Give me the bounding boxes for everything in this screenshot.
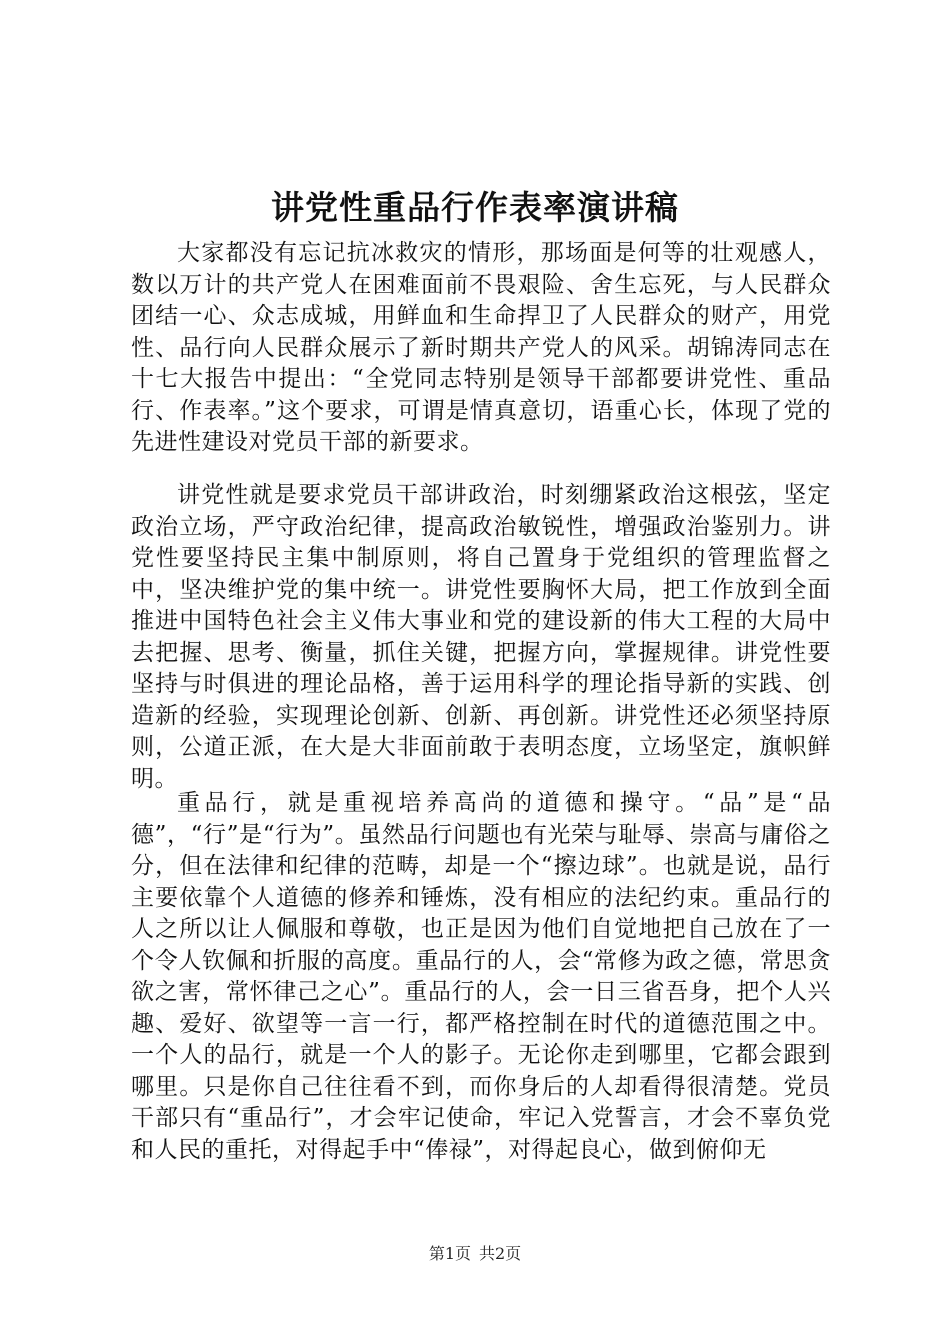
page-footer [0,1244,950,1264]
page-number: 第1页 [428,1244,471,1263]
paragraph-text: 重品行，就是重视培养高尚的道德和操守。“品”是“品德”，“行”是“行为”。虽然品行问题也有光荣与耻辱、崇高与庸俗之分，但在法律和纪律的范畴，却是一个“擦边球”。也就是说，品行主要依靠个人道德的修养和锤炼，没有相应的法纪约束。重品行的人之所以让人佩服和尊敬，也正是因为他们自觉地把自己放在了一个令人钦佩和折服的高度。重品行的人，会“常修为政之德，常思贪欲之害，常怀律己之心”。重品行的人，会一日三省吾身，把个人兴趣、爱好、欲望等一言一行，都严格控制在时代的道德范围之中。一个人的品行，就是一个人的影子。无论你走到哪里，它都会跟到哪里。只是你自己往往看不到，而你身后的人却看得很清楚。党员干部只有“重品行”，才会牢记使命，牢记入党誓言，才会不辜负党和人民的重托，对得起手中“俸禄”，对得起良心，做到俯仰无 [131,790,831,1163]
paragraph-text: 讲党性就是要求党员干部讲政治，时刻绷紧政治这根弦，坚定政治立场，严守政治纪律，提高政治敏锐性，增强政治鉴别力。讲党性要坚持民主集中制原则，将自己置身于党组织的管理监督之中，坚决维护党的集中统一。讲党性要胸怀大局，把工作放到全面推进中国特色社会主义伟大事业和党的建设新的伟大工程的大局中去把握、思考、衡量，抓住关键，把握方向，掌握规律。讲党性要坚持与时俱进的理论品格，善于运用科学的理论指导新的实践、创造新的经验，实现理论创新、创新、再创新。讲党性还必须坚持原则，公道正派，在大是大非面前敢于表明态度，立场坚定，旗帜鲜明。 [131,482,831,792]
paragraph-1 [131,238,831,459]
paragraph-2 [131,480,831,795]
page-total: 共2页 [479,1244,522,1263]
paragraph-3 [131,788,831,1166]
document-title: 讲党性重品行作表率演讲稿 [271,188,679,227]
paragraph-text: 大家都没有忘记抗冰救灾的情形，那场面是何等的壮观感人，数以万计的共产党人在困难面前不畏艰险、舍生忘死，与人民群众团结一心、众志成城，用鲜血和生命捍卫了人民群众的财产，用党性、品行向人民群众展示了新时期共产党人的风采。胡锦涛同志在十七大报告中提出：“全党同志特别是领导干部都要讲党性、重品行、作表率。”这个要求，可谓是情真意切，语重心长，体现了党的先进性建设对党员干部的新要求。 [131,240,831,455]
